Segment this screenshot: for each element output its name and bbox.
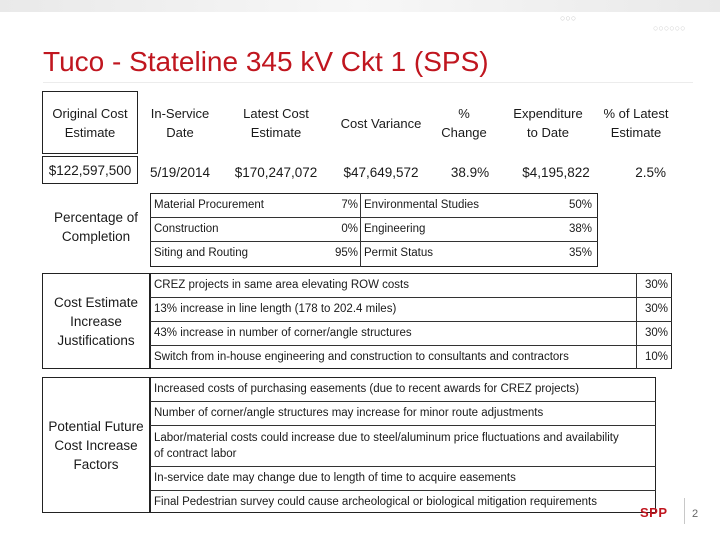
completion-item-value: 50% — [568, 198, 592, 211]
justification-value: 30% — [644, 326, 668, 339]
factor-item: Number of corner/angle structures may increase for minor route adjustments — [154, 406, 544, 419]
justification-value: 10% — [644, 350, 668, 363]
value-latest-cost: $170,247,072 — [234, 164, 318, 180]
justification-text: Switch from in-house engineering and construction to consultants and contractors — [154, 350, 569, 363]
completion-item-name: Construction — [154, 222, 219, 235]
footer-divider — [684, 498, 685, 524]
justification-text: 13% increase in line length (178 to 202.4 miles) — [154, 302, 397, 315]
header-cost-variance: Cost Variance — [340, 115, 422, 131]
value-percent-latest: 2.5% — [635, 164, 666, 180]
justification-text: CREZ projects in same area elevating ROW costs — [154, 278, 410, 291]
completion-item-name: Permit Status — [364, 246, 434, 259]
factors-label: Potential Future Cost Increase Factors — [48, 418, 144, 472]
completion-divider — [360, 193, 361, 267]
completion-item-value: 7% — [341, 198, 358, 211]
justification-text: 43% increase in number of corner/angle structures — [154, 326, 412, 339]
completion-item-value: 95% — [334, 246, 358, 259]
header-in-service-date: In-Service Date — [150, 106, 210, 140]
value-percent-change: 38.9% — [450, 164, 490, 180]
value-original-cost: $122,597,500 — [48, 162, 132, 178]
page-title: Tuco - Stateline 345 kV Ckt 1 (SPS) — [43, 46, 489, 77]
value-in-service-date: 5/19/2014 — [149, 164, 211, 180]
factor-item: In-service date may change due to length of time to acquire easements — [154, 471, 516, 484]
completion-label: Percentage of Completion — [53, 210, 139, 244]
factor-item: Labor/material costs could increase due to steel/aluminum price fluctuations and availability of contract labor — [154, 432, 619, 460]
completion-item-value: 0% — [341, 222, 358, 235]
completion-item-name: Engineering — [364, 222, 426, 235]
title-divider — [43, 82, 693, 83]
header-latest-cost: Latest Cost Estimate — [243, 106, 309, 140]
page-number: 2 — [692, 508, 699, 520]
header-percent-change: % Change — [441, 106, 487, 140]
header-original-cost: Original Cost Estimate — [52, 106, 128, 140]
decorative-dots-icon: ○○○○○○ — [653, 23, 686, 33]
spp-logo: SPP — [640, 505, 668, 520]
justification-value: 30% — [644, 278, 668, 291]
decorative-dots-icon: ○○○ — [560, 13, 577, 23]
completion-item-value: 38% — [568, 222, 592, 235]
header-expenditure: Expenditure to Date — [513, 106, 583, 140]
justifications-label: Cost Estimate Increase Justifications — [53, 294, 139, 348]
factors-row-divider — [150, 425, 656, 426]
justification-value: 30% — [644, 302, 668, 315]
completion-item-name: Material Procurement — [154, 198, 264, 211]
header-decoration — [0, 0, 720, 12]
completion-item-name: Environmental Studies — [364, 198, 480, 211]
header-percent-latest: % of Latest Estimate — [603, 106, 669, 140]
factor-item: Increased costs of purchasing easements (due to recent awards for CREZ projects) — [154, 382, 580, 395]
factor-item: Final Pedestrian survey could cause archeological or biological mitigation requirements — [154, 495, 597, 508]
value-expenditure: $4,195,822 — [522, 164, 590, 180]
completion-item-value: 35% — [568, 246, 592, 259]
completion-item-name: Siting and Routing — [154, 246, 248, 259]
value-cost-variance: $47,649,572 — [343, 164, 419, 180]
